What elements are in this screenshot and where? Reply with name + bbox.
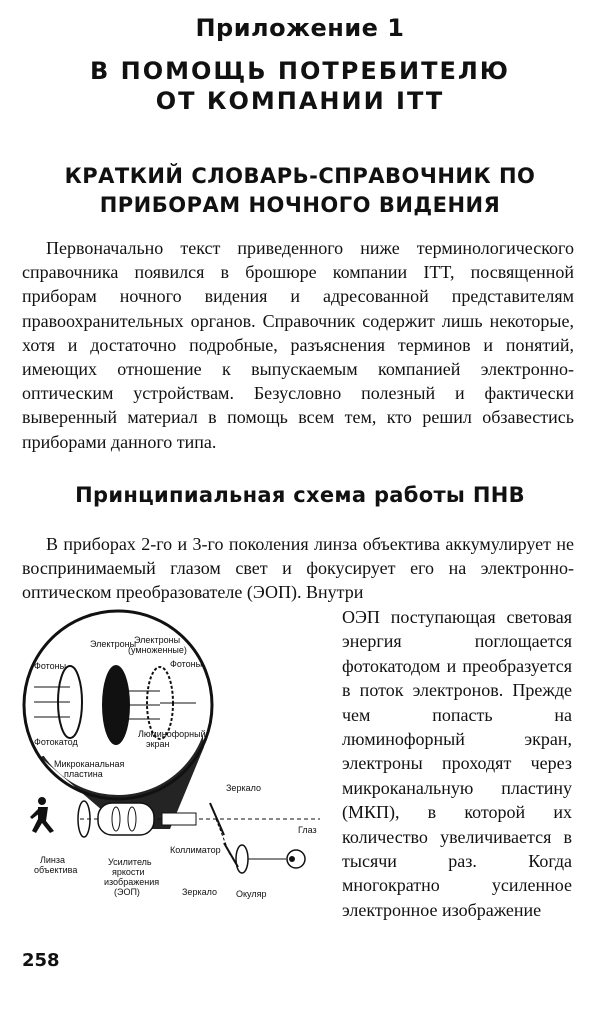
page-number: 258: [22, 950, 60, 971]
label-mirror-bottom: Зеркало: [182, 887, 217, 897]
label-photocathode: Фотокатод: [34, 737, 78, 747]
label-mirror-top: Зеркало: [226, 783, 261, 793]
section-title-line-2: ПРИБОРАМ НОЧНОГО ВИДЕНИЯ: [99, 193, 501, 217]
label-intensifier-2: яркости: [112, 867, 145, 877]
label-phosphor-screen: Люминофорный: [138, 729, 206, 739]
page-title-line-2: ОТ КОМПАНИИ ITT: [155, 87, 445, 115]
running-person-icon: [30, 797, 54, 833]
microchannel-plate: [102, 665, 130, 745]
label-collimator: Коллиматор: [170, 845, 221, 855]
label-mcp: Микроканальная: [54, 759, 125, 769]
body-paragraph-wrap: ОЭП поступающая световая энергия поглощается фотокатодом и преобразуется в поток электронов. Прежде чем попасть на люминофорный экран, электроны проходят через микроканальную пластину (МКП), в которой их количество увеличивается в тысячи раз. Когда многократно усиленное электронное изображение: [342, 607, 572, 920]
page-title: [0, 56, 600, 116]
section-title: [0, 162, 600, 220]
page-title-line-1: В ПОМОЩЬ ПОТРЕБИТЕЛЮ: [90, 57, 510, 85]
label-photons-right: Фотоны: [170, 659, 203, 669]
intro-paragraph: Первоначально текст приведенного ниже терминологического справочника появился в брошюре компании ITT, посвященной приборам ночного видения и адресованной представителям правоохранительных органов. Справочник содержит лишь некоторые, хотя и достаточно подробные, разъяснения терминов и понятий, имеющих отношение к выпускаемым компанией электронно-оптическим устройствам. Безусловно полезный и фактически выверенный материал в помощь всем тем, кто решил обзавестись приборами данного типа.: [22, 238, 574, 452]
label-mcp-2: пластина: [64, 769, 103, 779]
collimator: [162, 813, 196, 825]
label-electrons: Электроны: [90, 639, 137, 649]
label-electrons-multiplied: Электроны: [134, 635, 181, 645]
label-phosphor-screen-2: экран: [146, 739, 170, 749]
night-vision-diagram: [20, 607, 340, 927]
subsection-title: Принципиальная схема работы ПНВ: [75, 483, 525, 507]
label-eyepiece: Окуляр: [236, 889, 267, 899]
label-lens: Линза: [40, 855, 66, 865]
label-lens-2: объектива: [34, 865, 78, 875]
section-title-line-1: КРАТКИЙ СЛОВАРЬ-СПРАВОЧНИК ПО: [64, 164, 536, 188]
eyepiece: [236, 845, 248, 873]
label-intensifier-4: (ЭОП): [114, 887, 140, 897]
label-eye: Глаз: [298, 825, 317, 835]
label-electrons-multiplied-2: (умноженные): [128, 645, 187, 655]
label-intensifier-3: изображения: [104, 877, 160, 887]
body-paragraph-full: В приборах 2-го и 3-го поколения линза объектива аккумулирует не воспринимаемый глазом свет и фокусирует его на электронно-оптическом преобразователе (ЭОП). Внутри: [22, 534, 574, 603]
intensifier-tube: [98, 803, 154, 835]
label-intensifier: Усилитель: [108, 857, 152, 867]
appendix-label: Приложение 1: [195, 14, 405, 42]
label-photons-left: Фотоны: [34, 661, 67, 671]
